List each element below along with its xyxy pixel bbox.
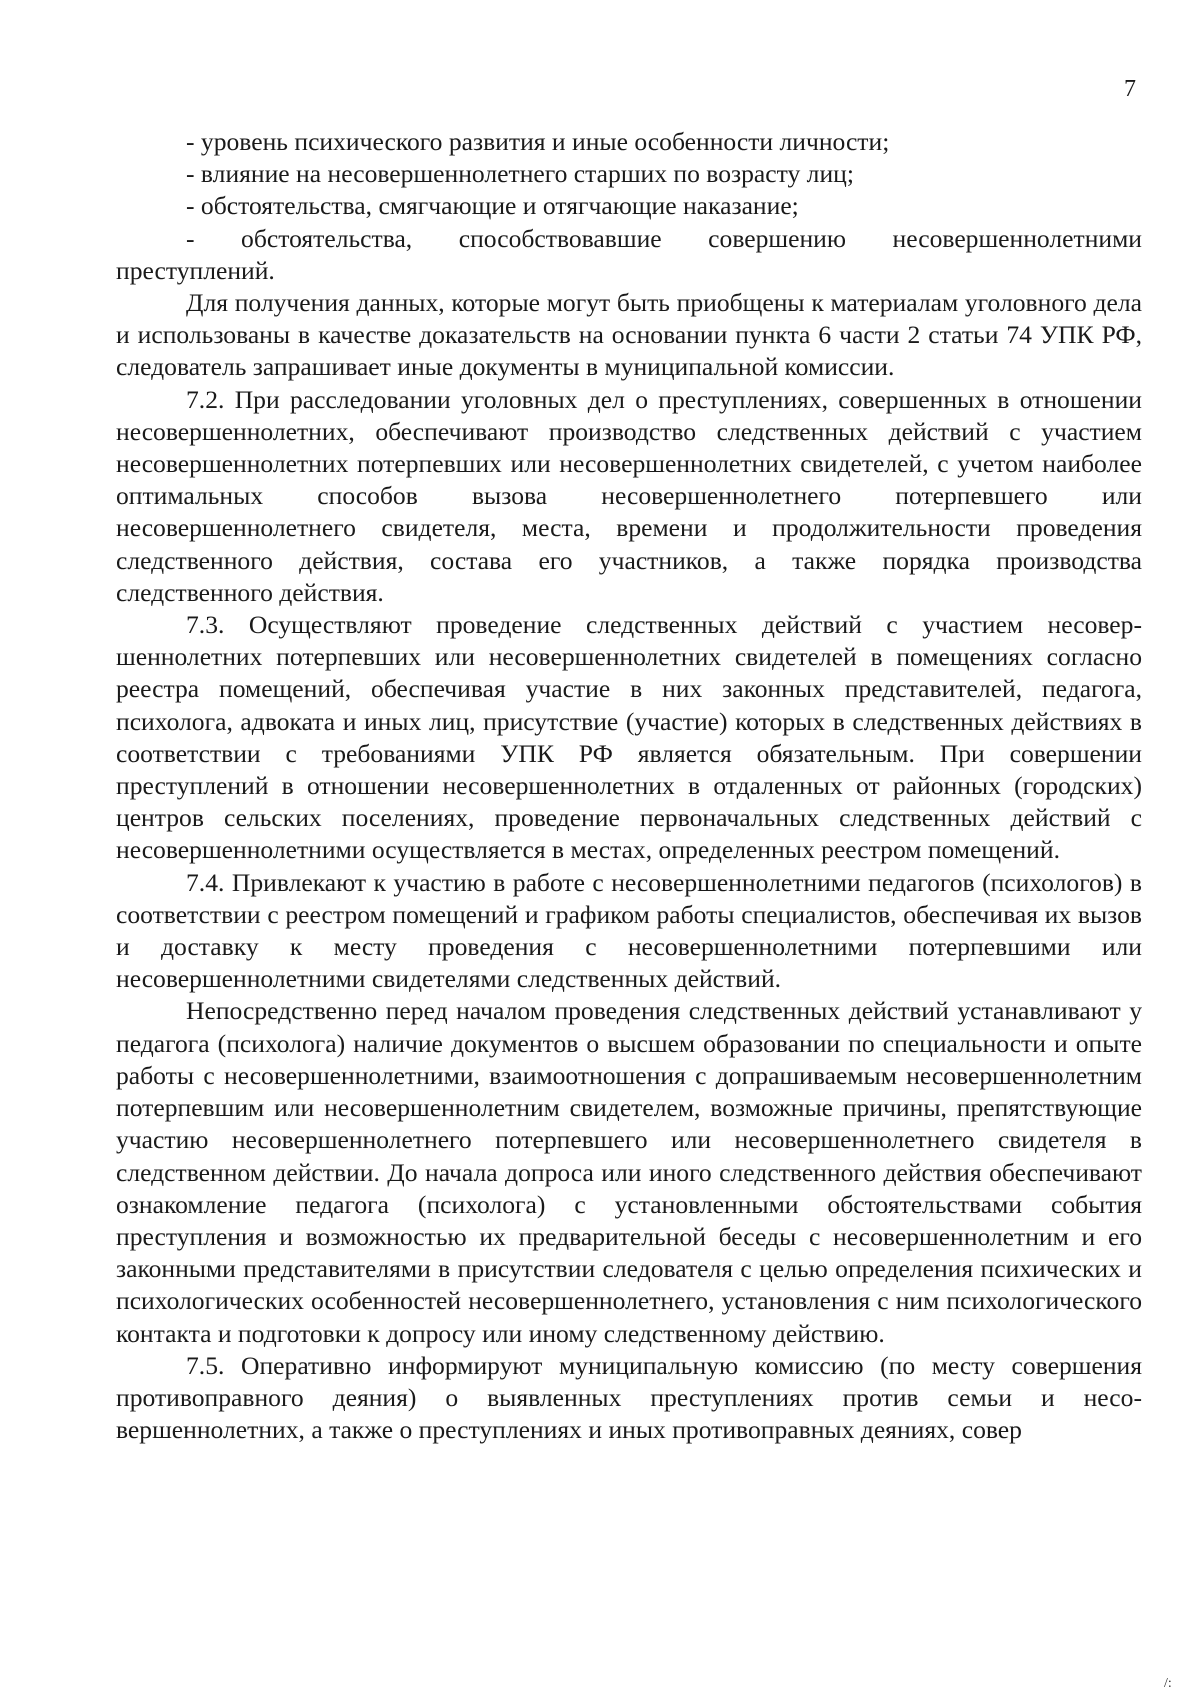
- paragraph-7-3: 7.3. Осуществляют проведение следственных действий с участием несовершеннолетних потерпевших или несовершеннолетних свидетелей в помещениях согласно реестра помещений, обеспечивая участие в них законных представителей, педагога, психолога, адвоката и иных лиц, присутствие (участие) которых в следственных действиях в соответствии с требованиями УПК РФ является обязательным. При совершении преступлений в отношении несовершеннолетних в отдаленных от районных (городских) центров сельских поселениях, проведение первоначальных следственных действий с несовершеннолетними осуществляется в местах, определенных реестром помещений.: [116, 610, 1142, 865]
- paragraph-7-4: 7.4. Привлекают к участию в работе с несовершеннолетними педагогов (психологов) в соответствии с реестром помещений и графиком работы специалистов, обеспечивая их вызов и доставку к месту проведения с несовершеннолетними потерпевшими или несовершеннолетними свидетелями следственных действий.: [116, 867, 1142, 994]
- list-item-personality-level: - уровень психического развития и иные особенности личности;: [186, 127, 890, 156]
- paragraph-pedagogue-check: Непосредственно перед началом проведения следственных действий устанавливают у педагога (психолога) наличие документов о высшем образовании по специальности и опыте работы с несовершеннолетними, взаимоотношения с допрашиваемым несовершеннолетним потерпевшим или несовершеннолетним свидетелем, возможные причины, препятствующие участию несовершеннолетнего потерпевшего или несовершеннолетнего свидетеля в следственном действии. До начала допроса или иного следственного действия обеспечивают ознакомление педагога (психолога) с установленными обстоятельствами события преступления и возможностью их предварительной беседы с несовершеннолетним и его законными представителями в присутствии следователя с целью определения психических и психологических особенностей несовершеннолетнего, установления с ним психологического контакта и подготовки к допросу или иному следственному действию.: [116, 996, 1142, 1348]
- corner-mark: /:: [1164, 1676, 1172, 1691]
- paragraph-data-request: Для получения данных, которые могут быть приобщены к материалам уголовного дела и использованы в качестве доказательств на основании пункта 6 части 2 статьи 74 УПК РФ, следователь запрашивает иные документы в муниципальной комиссии.: [116, 288, 1142, 382]
- list-item-elder-influence: - влияние на несовершеннолетнего старших по возрасту лиц;: [186, 159, 854, 189]
- page-number: 7: [1124, 76, 1136, 102]
- paragraph-7-5: 7.5. Оперативно информируют муниципальную комиссию (по месту совершения противоправного деяния) о выявленных преступлениях против семьи и несовершеннолетних, а также о преступлениях и иных противоправных деяниях, совер: [116, 1350, 1142, 1445]
- document-body: [116, 126, 1142, 1446]
- list-item-contributing-circumstances: - обстоятельства, способствовавшие совершению несовершеннолетними преступлений.: [116, 223, 1142, 285]
- list-item-circumstances-punishment: - обстоятельства, смягчающие и отягчающие наказание;: [186, 191, 799, 221]
- paragraph-7-2: 7.2. При расследовании уголовных дел о преступлениях, совершенных в отношении несовершеннолетних, обеспечивают производство следственных действий с участием несовершеннолетних потерпевших или несовершеннолетних свидетелей, с учетом наиболее оптимальных способов вызова несовершеннолетнего потерпевшего или несовершеннолетнего свидетеля, места, времени и продолжительности проведения следственного действия, состава его участников, а также порядка производства следственного действия.: [116, 384, 1142, 607]
